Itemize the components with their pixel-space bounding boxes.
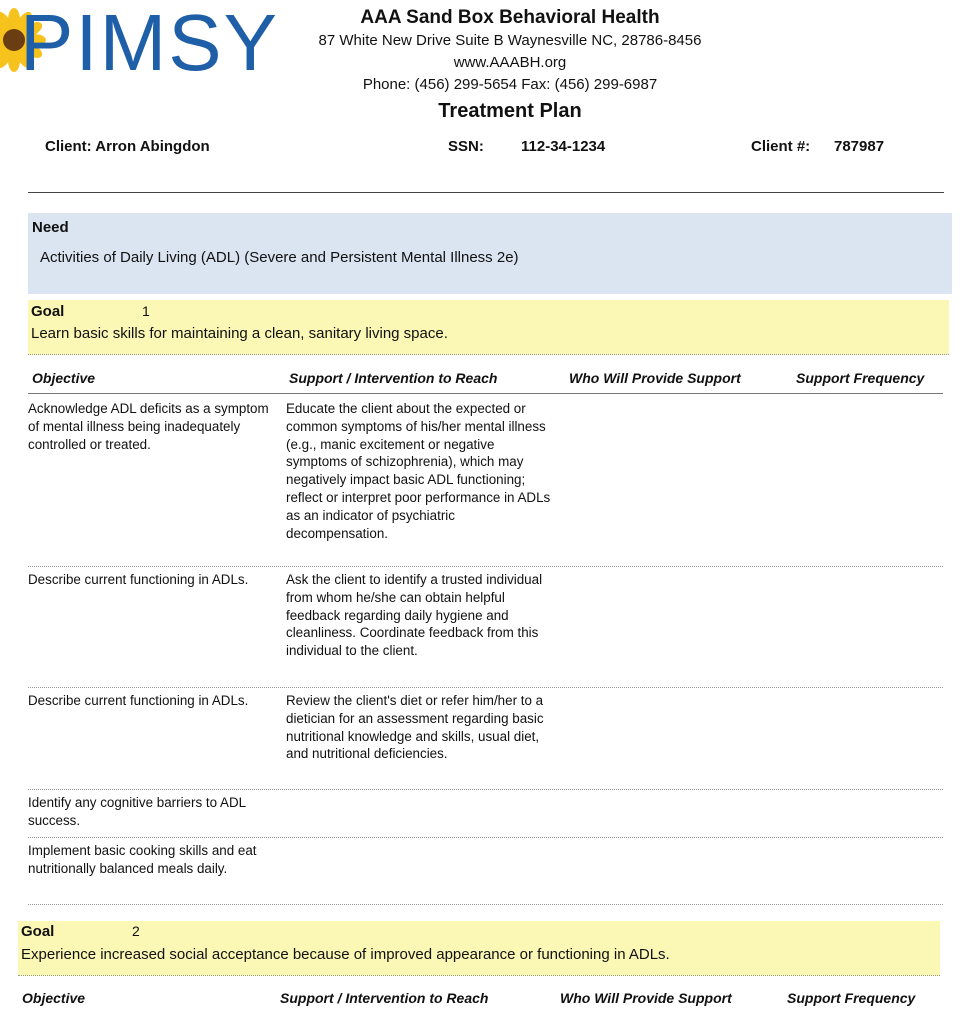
client-number-label: Client #: — [751, 138, 811, 155]
need-label: Need — [32, 219, 69, 236]
goal-text: Learn basic skills for maintaining a clean, sanitary living space. — [31, 325, 448, 342]
svg-text:PIMSY: PIMSY — [20, 0, 279, 80]
goal-2 — [18, 921, 940, 976]
need-text: Activities of Daily Living (ADL) (Severe and Persistent Mental Illness 2e) — [40, 249, 519, 266]
header-divider — [28, 192, 944, 193]
header-frequency: Support Frequency — [787, 990, 916, 1006]
table-row — [28, 790, 943, 838]
intervention-cell: Educate the client about the expected or common symptoms of his/her mental illness (e.g., manic excitement or negative symptoms of schizophrenia), which may negatively impact basic ADL functioning; reflect or interpret poor performance in ADLs as an indicator of psychiatric decompensation. — [286, 401, 551, 541]
header-objective: Objective — [32, 370, 96, 386]
header-provider: Who Will Provide Support — [560, 990, 732, 1006]
ssn-value: 112-34-1234 — [521, 138, 606, 155]
goal-number: 1 — [142, 303, 150, 319]
goal-text: Experience increased social acceptance because of improved appearance or functioning in ADLs. — [21, 946, 670, 963]
intervention-cell: Review the client's diet or refer him/her to a dietician for an assessment regarding basic nutritional knowledge and skills, usual diet, and nutritional deficiencies. — [286, 693, 544, 762]
header-objective: Objective — [22, 990, 86, 1006]
organization-name: AAA Sand Box Behavioral Health — [360, 7, 660, 28]
sunflower-icon — [0, 0, 290, 80]
table-row — [28, 688, 943, 790]
objective-cell: Acknowledge ADL deficits as a symptom of mental illness being inadequately controlled or treated. — [28, 401, 269, 452]
objective-cell: Describe current functioning in ADLs. — [28, 693, 249, 708]
organization-header — [280, 6, 740, 124]
table-row — [28, 838, 943, 905]
objective-cell: Implement basic cooking skills and eat nutritionally balanced meals daily. — [28, 843, 257, 876]
client-info — [0, 138, 960, 158]
table-header — [28, 367, 943, 389]
client-name: Client: Arron Abingdon — [45, 138, 210, 155]
header-frequency: Support Frequency — [796, 370, 925, 386]
header-intervention: Support / Intervention to Reach — [280, 990, 489, 1006]
goal-label: Goal — [31, 303, 65, 320]
table-header-goal-2 — [18, 987, 933, 1009]
pimsy-logo — [0, 0, 290, 80]
table-row — [28, 396, 943, 567]
organization-website[interactable]: www.AAABH.org — [453, 54, 567, 71]
need-section — [28, 213, 952, 294]
table-header-divider — [28, 393, 943, 394]
document-title: Treatment Plan — [438, 100, 582, 122]
objective-cell: Identify any cognitive barriers to ADL success. — [28, 795, 246, 828]
goal-1 — [28, 300, 949, 355]
goal-number: 2 — [132, 923, 140, 939]
header-intervention: Support / Intervention to Reach — [289, 370, 498, 386]
organization-contact: Phone: (456) 299-5654 Fax: (456) 299-6987 — [362, 76, 658, 93]
goal-label: Goal — [21, 923, 55, 940]
ssn-label: SSN: — [448, 138, 484, 155]
table-row — [28, 567, 943, 688]
intervention-cell: Ask the client to identify a trusted individual from whom he/she can obtain helpful feedback regarding daily hygiene and cleanliness. Coordinate feedback from this individual to the client. — [286, 572, 543, 659]
header-provider: Who Will Provide Support — [569, 370, 741, 386]
client-number-value: 787987 — [834, 138, 885, 155]
organization-address: 87 White New Drive Suite B Waynesville NC, 28786-8456 — [318, 32, 702, 49]
objectives-table — [28, 396, 943, 905]
objective-cell: Describe current functioning in ADLs. — [28, 572, 249, 587]
